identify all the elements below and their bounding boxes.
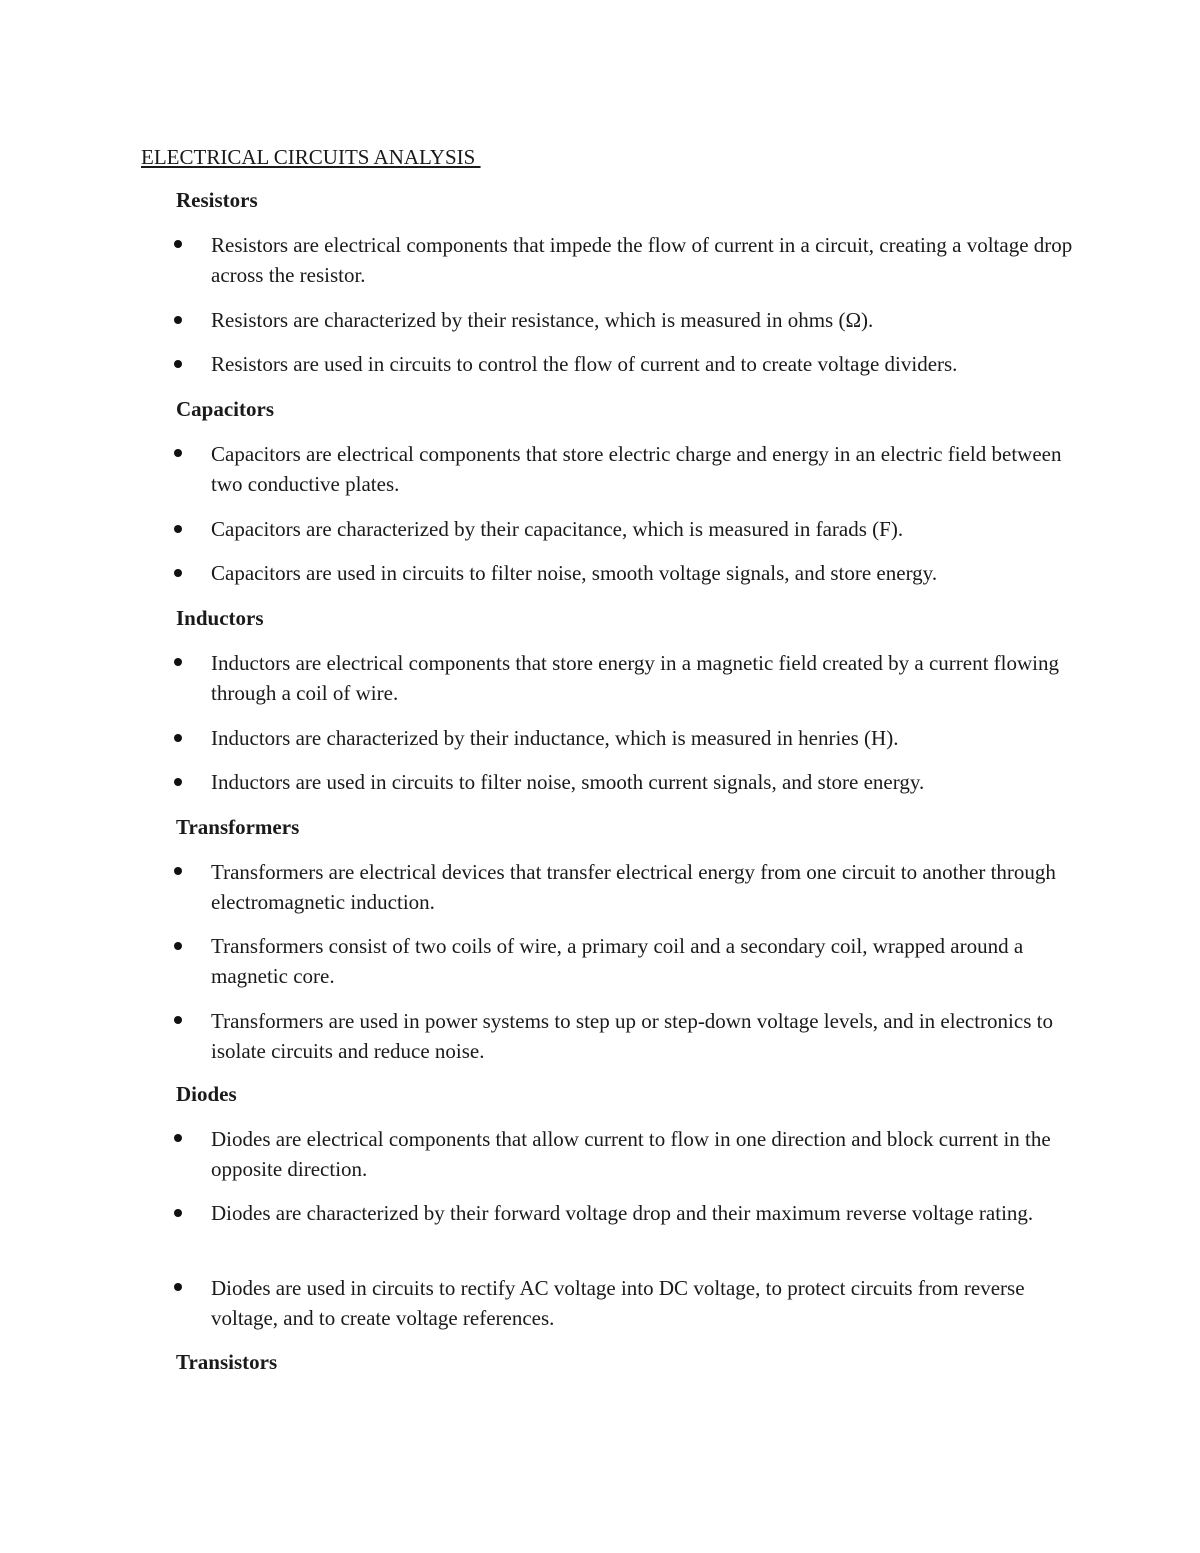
list-item: Inductors are used in circuits to filter noise, smooth current signals, and store energy.: [211, 770, 925, 794]
bullet-icon: [174, 942, 182, 950]
list-item: Diodes are used in circuits to rectify AC voltage into DC voltage, to protect circuits from reverse voltage, and to create voltage references.: [211, 1276, 1025, 1330]
list-item: Diodes are characterized by their forward voltage drop and their maximum reverse voltage rating.: [211, 1201, 1034, 1225]
list-item: Capacitors are electrical components that store electric charge and energy in an electric field between two conductive plates.: [211, 442, 1062, 496]
list-item: Resistors are electrical components that impede the flow of current in a circuit, creating a voltage drop across the resistor.: [211, 233, 1073, 287]
bullet-icon: [174, 525, 182, 533]
list-item: Resistors are characterized by their resistance, which is measured in ohms (Ω).: [211, 308, 874, 332]
list-item: Resistors are used in circuits to control the flow of current and to create voltage dividers.: [211, 352, 958, 376]
bullet-icon: [174, 778, 182, 786]
section-heading-diodes: Diodes: [176, 1082, 237, 1106]
section-heading-resistors: Resistors: [176, 188, 258, 212]
bullet-icon: [174, 867, 182, 875]
section-heading-inductors: Inductors: [176, 606, 264, 630]
bullet-icon: [174, 1283, 182, 1291]
bullet-icon: [174, 569, 182, 577]
section-heading-transistors: Transistors: [176, 1350, 278, 1374]
list-item: Transformers are used in power systems to step up or step-down voltage levels, and in electronics to isolate circuits and reduce noise.: [211, 1009, 1053, 1063]
bullet-icon: [174, 360, 182, 368]
bullet-icon: [174, 316, 182, 324]
list-item: Transformers consist of two coils of wire, a primary coil and a secondary coil, wrapped around a magnetic core.: [211, 934, 1024, 988]
list-item: Capacitors are used in circuits to filter noise, smooth voltage signals, and store energy.: [211, 561, 938, 585]
bullet-icon: [174, 1016, 182, 1024]
list-item: Capacitors are characterized by their capacitance, which is measured in farads (F).: [211, 517, 904, 541]
list-item: Diodes are electrical components that allow current to flow in one direction and block current in the opposite direction.: [211, 1127, 1051, 1181]
bullet-icon: [174, 658, 182, 666]
bullet-icon: [174, 1209, 182, 1217]
list-item: Inductors are characterized by their inductance, which is measured in henries (H).: [211, 726, 899, 750]
list-item: Inductors are electrical components that store energy in a magnetic field created by a current flowing through a coil of wire.: [211, 651, 1060, 705]
bullet-icon: [174, 734, 182, 742]
section-heading-transformers: Transformers: [176, 815, 300, 839]
bullet-icon: [174, 240, 182, 248]
document-title: ELECTRICAL CIRCUITS ANALYSIS: [141, 145, 481, 169]
bullet-icon: [174, 1134, 182, 1142]
list-item: Transformers are electrical devices that transfer electrical energy from one circuit to another through electromagnetic induction.: [211, 860, 1056, 914]
bullet-icon: [174, 449, 182, 457]
section-heading-capacitors: Capacitors: [176, 397, 274, 421]
